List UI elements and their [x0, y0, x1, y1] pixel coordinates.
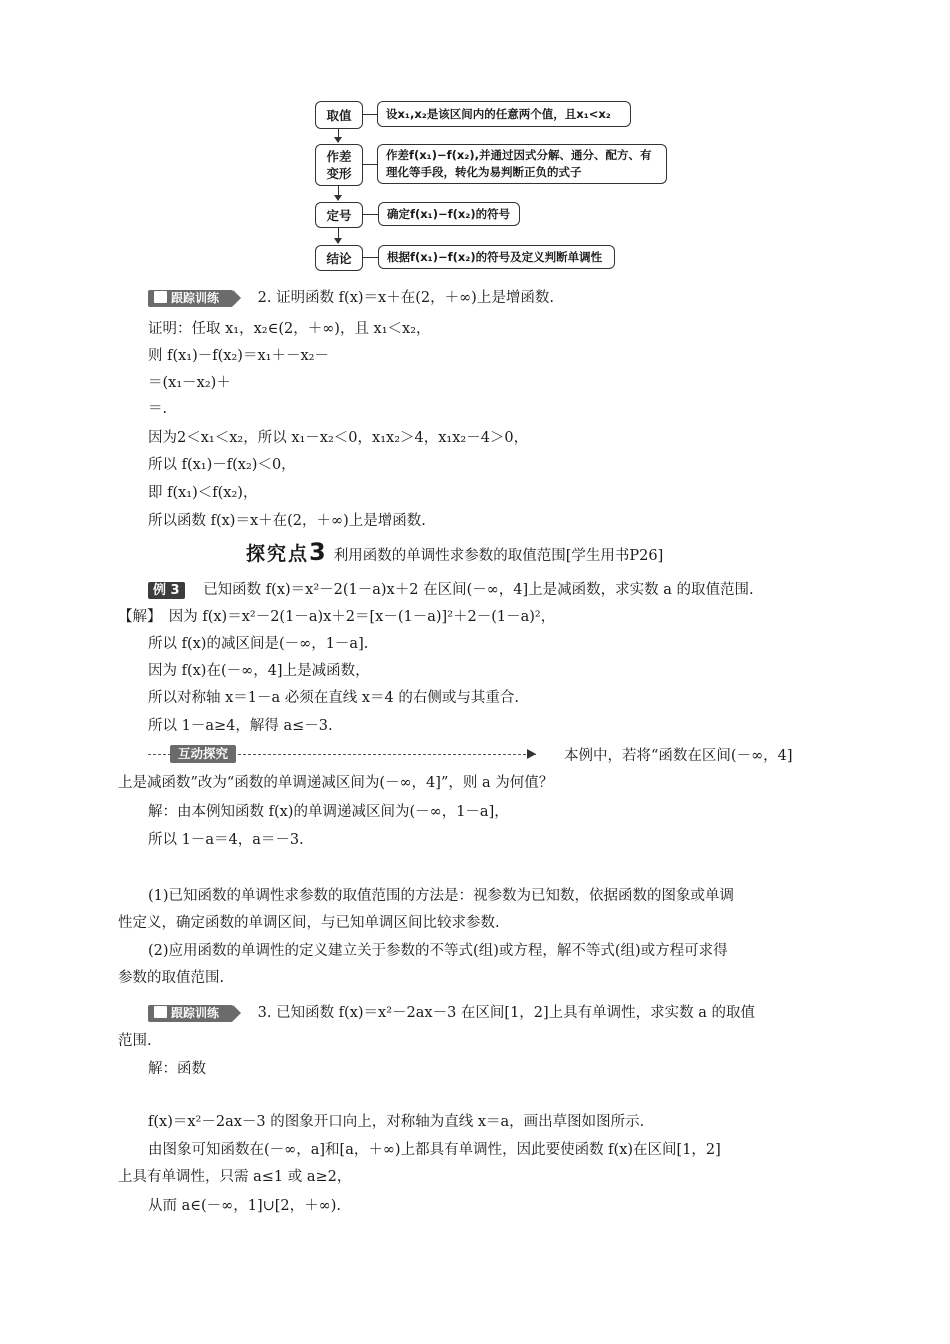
training3-question: 跟踪训练 3. 已知函数 f(x)＝x²－2ax－3 在区间[1，2]上具有单调性，求实数 a 的取值: [148, 1002, 755, 1024]
training-badge: 跟踪训练: [148, 1005, 233, 1022]
proof-line: ＝(x₁－x₂)＋: [148, 375, 231, 391]
training2-question: 跟踪训练 2. 证明函数 f(x)＝x＋在(2，＋∞)上是增函数.: [148, 287, 554, 309]
note-icon: [154, 291, 167, 303]
interactive-divider: [148, 745, 536, 765]
proof-line: 所以 f(x₁)－f(x₂)＜0，: [148, 457, 296, 473]
solution-line: 因为 f(x)在(－∞，4]上是减函数，: [148, 663, 370, 679]
flow-link: [362, 164, 377, 165]
example-badge: 例 3: [148, 582, 185, 599]
solution-line: 【解】 因为 f(x)＝x²－2(1－a)x＋2＝[x－(1－a)]²＋2－(1－a)²，: [118, 609, 556, 625]
flow-link: [362, 257, 378, 258]
example3-question: 例 3 已知函数 f(x)＝x²－2(1－a)x＋2 在区间(－∞，4]上是减函数，求实数 a 的取值范围.: [148, 579, 754, 601]
solution-line: 所以 f(x)的减区间是(－∞，1－a].: [148, 636, 369, 652]
flow-desc-3: 确定f(x₁)−f(x₂)的符号: [378, 202, 520, 226]
interactive-line: 上是减函数”改为“函数的单调递减区间为(－∞，4]”，则 a 为何值？: [118, 775, 554, 791]
interactive-line: 解：由本例知函数 f(x)的单调递减区间为(－∞，1－a]，: [148, 804, 509, 820]
flow-arrow-down: [338, 128, 339, 142]
flow-arrow-down: [338, 185, 339, 200]
flow-arrow-down: [338, 227, 339, 243]
training3-line: 解：函数: [148, 1061, 206, 1077]
solution-line: 所以对称轴 x＝1－a 必须在直线 x＝4 的右侧或与其重合.: [148, 690, 519, 706]
method-line: (2)应用函数的单调性的定义建立关于参数的不等式(组)或方程，解不等式(组)或方程可求得: [148, 943, 728, 959]
section-title: 探究点3 利用函数的单调性求参数的取值范围[学生用书P26]: [246, 538, 664, 566]
method-line: (1)已知函数的单调性求参数的取值范围的方法是：视参数为已知数，依据函数的图象或单调: [148, 888, 735, 904]
method-line: 参数的取值范围.: [118, 970, 225, 986]
flow-desc-4: 根据f(x₁)−f(x₂)的符号及定义判断单调性: [378, 245, 615, 269]
proof-line: 因为2＜x₁＜x₂，所以 x₁－x₂＜0，x₁x₂＞4，x₁x₂－4＞0，: [148, 430, 529, 446]
interactive-badge: 互动探究: [170, 745, 236, 763]
proof-line: 则 f(x₁)－f(x₂)＝x₁＋－x₂－: [148, 348, 329, 364]
solution-line: 所以 1－a≥4，解得 a≤－3.: [148, 718, 333, 734]
flow-link: [362, 114, 377, 115]
interactive-text: 本例中，若将“函数在区间(－∞，4]: [564, 748, 793, 764]
flow-step-4: 结论: [315, 245, 363, 271]
training-badge: 跟踪训练: [148, 290, 233, 307]
note-icon: [154, 1006, 167, 1018]
flow-step-1: 取值: [315, 101, 363, 129]
interactive-line: 所以 1－a＝4，a＝－3.: [148, 832, 304, 848]
proof-line: 即 f(x₁)＜f(x₂)，: [148, 485, 258, 501]
training3-line: 范围.: [118, 1033, 152, 1049]
training3-line: 上具有单调性，只需 a≤1 或 a≥2，: [118, 1169, 352, 1185]
flow-desc-2: 作差f(x₁)−f(x₂),并通过因式分解、通分、配方、有 理化等手段，转化为易判断正负的式子: [377, 144, 667, 184]
flow-link: [362, 214, 378, 215]
method-line: 性定义，确定函数的单调区间，与已知单调区间比较求参数.: [118, 915, 500, 931]
flow-step-3: 定号: [315, 202, 363, 228]
proof-line: 所以函数 f(x)＝x＋在(2，＋∞)上是增函数.: [148, 513, 426, 529]
training3-line: 由图象可知函数在(－∞，a]和[a，＋∞)上都具有单调性，因此要使函数 f(x)在区间[1，2]: [148, 1142, 721, 1158]
arrow-right-icon: [527, 749, 536, 759]
flow-step-2: 作差 变形: [315, 144, 363, 186]
proof-line: 证明：任取 x₁，x₂∈(2，＋∞)，且 x₁＜x₂，: [148, 321, 431, 337]
flow-desc-1: 设x₁,x₂是该区间内的任意两个值，且x₁<x₂: [377, 101, 631, 127]
proof-line: ＝.: [148, 401, 168, 417]
training3-line: f(x)＝x²－2ax－3 的图象开口向上，对称轴为直线 x＝a，画出草图如图所示.: [148, 1114, 645, 1130]
training3-line: 从而 a∈(－∞，1]∪[2，＋∞).: [148, 1198, 341, 1214]
